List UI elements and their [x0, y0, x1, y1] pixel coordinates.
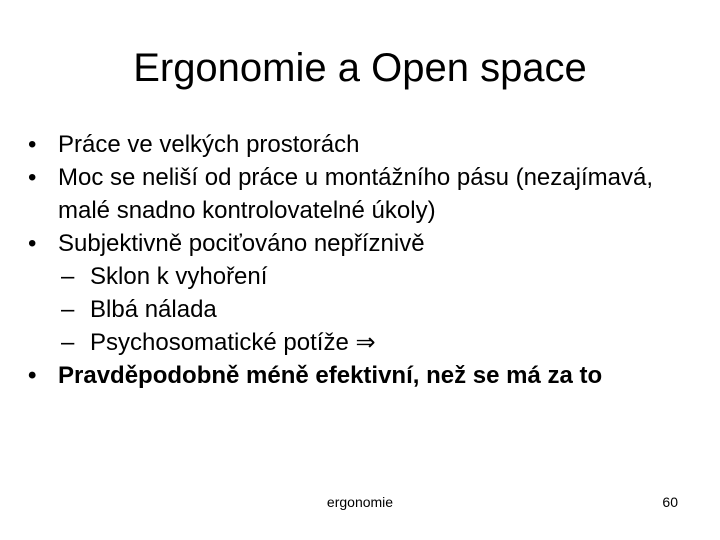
- dash-marker: –: [61, 329, 75, 356]
- sub-bullet-item: [28, 293, 688, 326]
- footer-label: ergonomie: [326, 494, 394, 510]
- bullet-marker: •: [28, 131, 37, 158]
- bullet-item: [28, 128, 688, 161]
- bullet-text: Moc se neliší od práce u montážního pásu (nezajímavá, malé snadno kontrolovatelné úkoly): [58, 164, 653, 224]
- dash-marker: –: [61, 296, 75, 323]
- bullet-item: [28, 161, 688, 227]
- bullet-text: Pravděpodobně méně efektivní, než se má za to: [58, 362, 603, 389]
- page-number: 60: [662, 494, 678, 510]
- dash-marker: –: [61, 263, 75, 290]
- sub-bullet-text: Blbá nálada: [90, 296, 217, 323]
- sub-bullet-text: Psychosomatické potíže ⇒: [90, 329, 376, 356]
- bullet-text: Subjektivně pociťováno nepříznivě: [58, 230, 425, 257]
- bullet-marker: •: [28, 362, 37, 389]
- bullet-list: [28, 128, 688, 392]
- bullet-item: [28, 359, 688, 392]
- bullet-marker: •: [28, 230, 37, 257]
- sub-bullet-text: Sklon k vyhoření: [90, 263, 268, 290]
- slide-title: Ergonomie a Open space: [133, 46, 587, 90]
- bullet-marker: •: [28, 164, 37, 191]
- sub-bullet-item: [28, 326, 688, 359]
- bullet-text: Práce ve velkých prostorách: [58, 131, 360, 158]
- bullet-item: [28, 227, 688, 260]
- sub-bullet-item: [28, 260, 688, 293]
